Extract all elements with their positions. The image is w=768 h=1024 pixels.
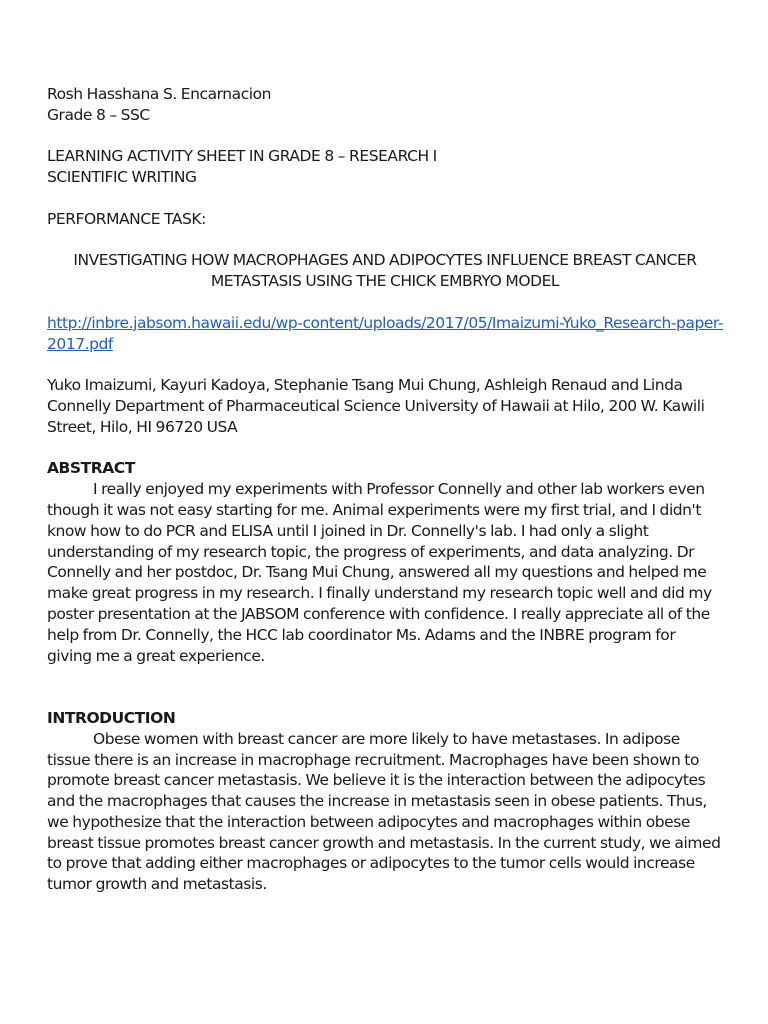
spacer — [47, 292, 723, 313]
introduction-heading: INTRODUCTION — [47, 708, 176, 727]
spacer — [47, 230, 723, 251]
introduction-body: Obese women with breast cancer are more likely to have metastases. In adipose tissue there is an increase in macrophage recruitment. Macrophages have been shown to promote breast cancer metastasis. We believe it is the interaction between the adipocytes and the macrophages that causes the increase in metastasis seen in obese patients. Thus, we hypothesize that the interaction between adipocytes and macrophages within obese breast tissue promotes breast cancer growth and metastasis. In the current study, we aimed to prove that adding either macrophages or adipocytes to the tumor cells would increase tumor growth and metastasis. — [47, 729, 721, 894]
spacer — [47, 126, 723, 147]
spacer — [47, 438, 723, 459]
abstract-heading: ABSTRACT — [47, 459, 135, 478]
paper-title-line1: INVESTIGATING HOW MACROPHAGES AND ADIPOCYTES INFLUENCE BREAST CANCER — [73, 251, 697, 270]
author-name: Rosh Hasshana S. Encarnacion — [47, 85, 272, 103]
sheet-title-line2: SCIENTIFIC WRITING — [47, 168, 197, 187]
sheet-title-line1: LEARNING ACTIVITY SHEET IN GRADE 8 – RESEARCH I — [47, 147, 437, 166]
author-grade: Grade 8 – SSC — [47, 105, 150, 124]
performance-task-label: PERFORMANCE TASK: — [47, 209, 206, 228]
abstract-body: I really enjoyed my experiments with Professor Connelly and other lab workers even though it was not easy starting for me. Animal experiments were my first trial, and I didn't know how to do PCR and ELISA until I joined in Dr. Connelly's lab. I had only a slight understanding of my research topic, the progress of experiments, and data analyzing. Dr Connelly and her postdoc, Dr. Tsang Mui Chung, answered all my questions and helped me make great progress in my research. I finally understand my research topic well and did my poster presentation at the JABSOM conference with confidence. I really appreciate all of the help from Dr. Connelly, the HCC lab coordinator Ms. Adams and the INBRE program for giving me a great experience. — [47, 480, 712, 665]
document-page — [47, 84, 723, 895]
paper-authors: Yuko Imaizumi, Kayuri Kadoya, Stephanie Tsang Mui Chung, Ashleigh Renaud and Linda Connelly Department of Pharmaceutical Science University of Hawaii at Hilo, 200 W. Kawili Street, Hilo, HI 96720 USA — [47, 376, 705, 436]
spacer — [47, 188, 723, 209]
spacer — [47, 666, 723, 708]
paper-link[interactable]: http://inbre.jabsom.hawaii.edu/wp-content/uploads/2017/05/Imaizumi-Yuko_Research-paper-2017.pdf — [47, 313, 723, 353]
paper-title-line2: METASTASIS USING THE CHICK EMBRYO MODEL — [210, 272, 560, 291]
spacer — [47, 354, 723, 375]
